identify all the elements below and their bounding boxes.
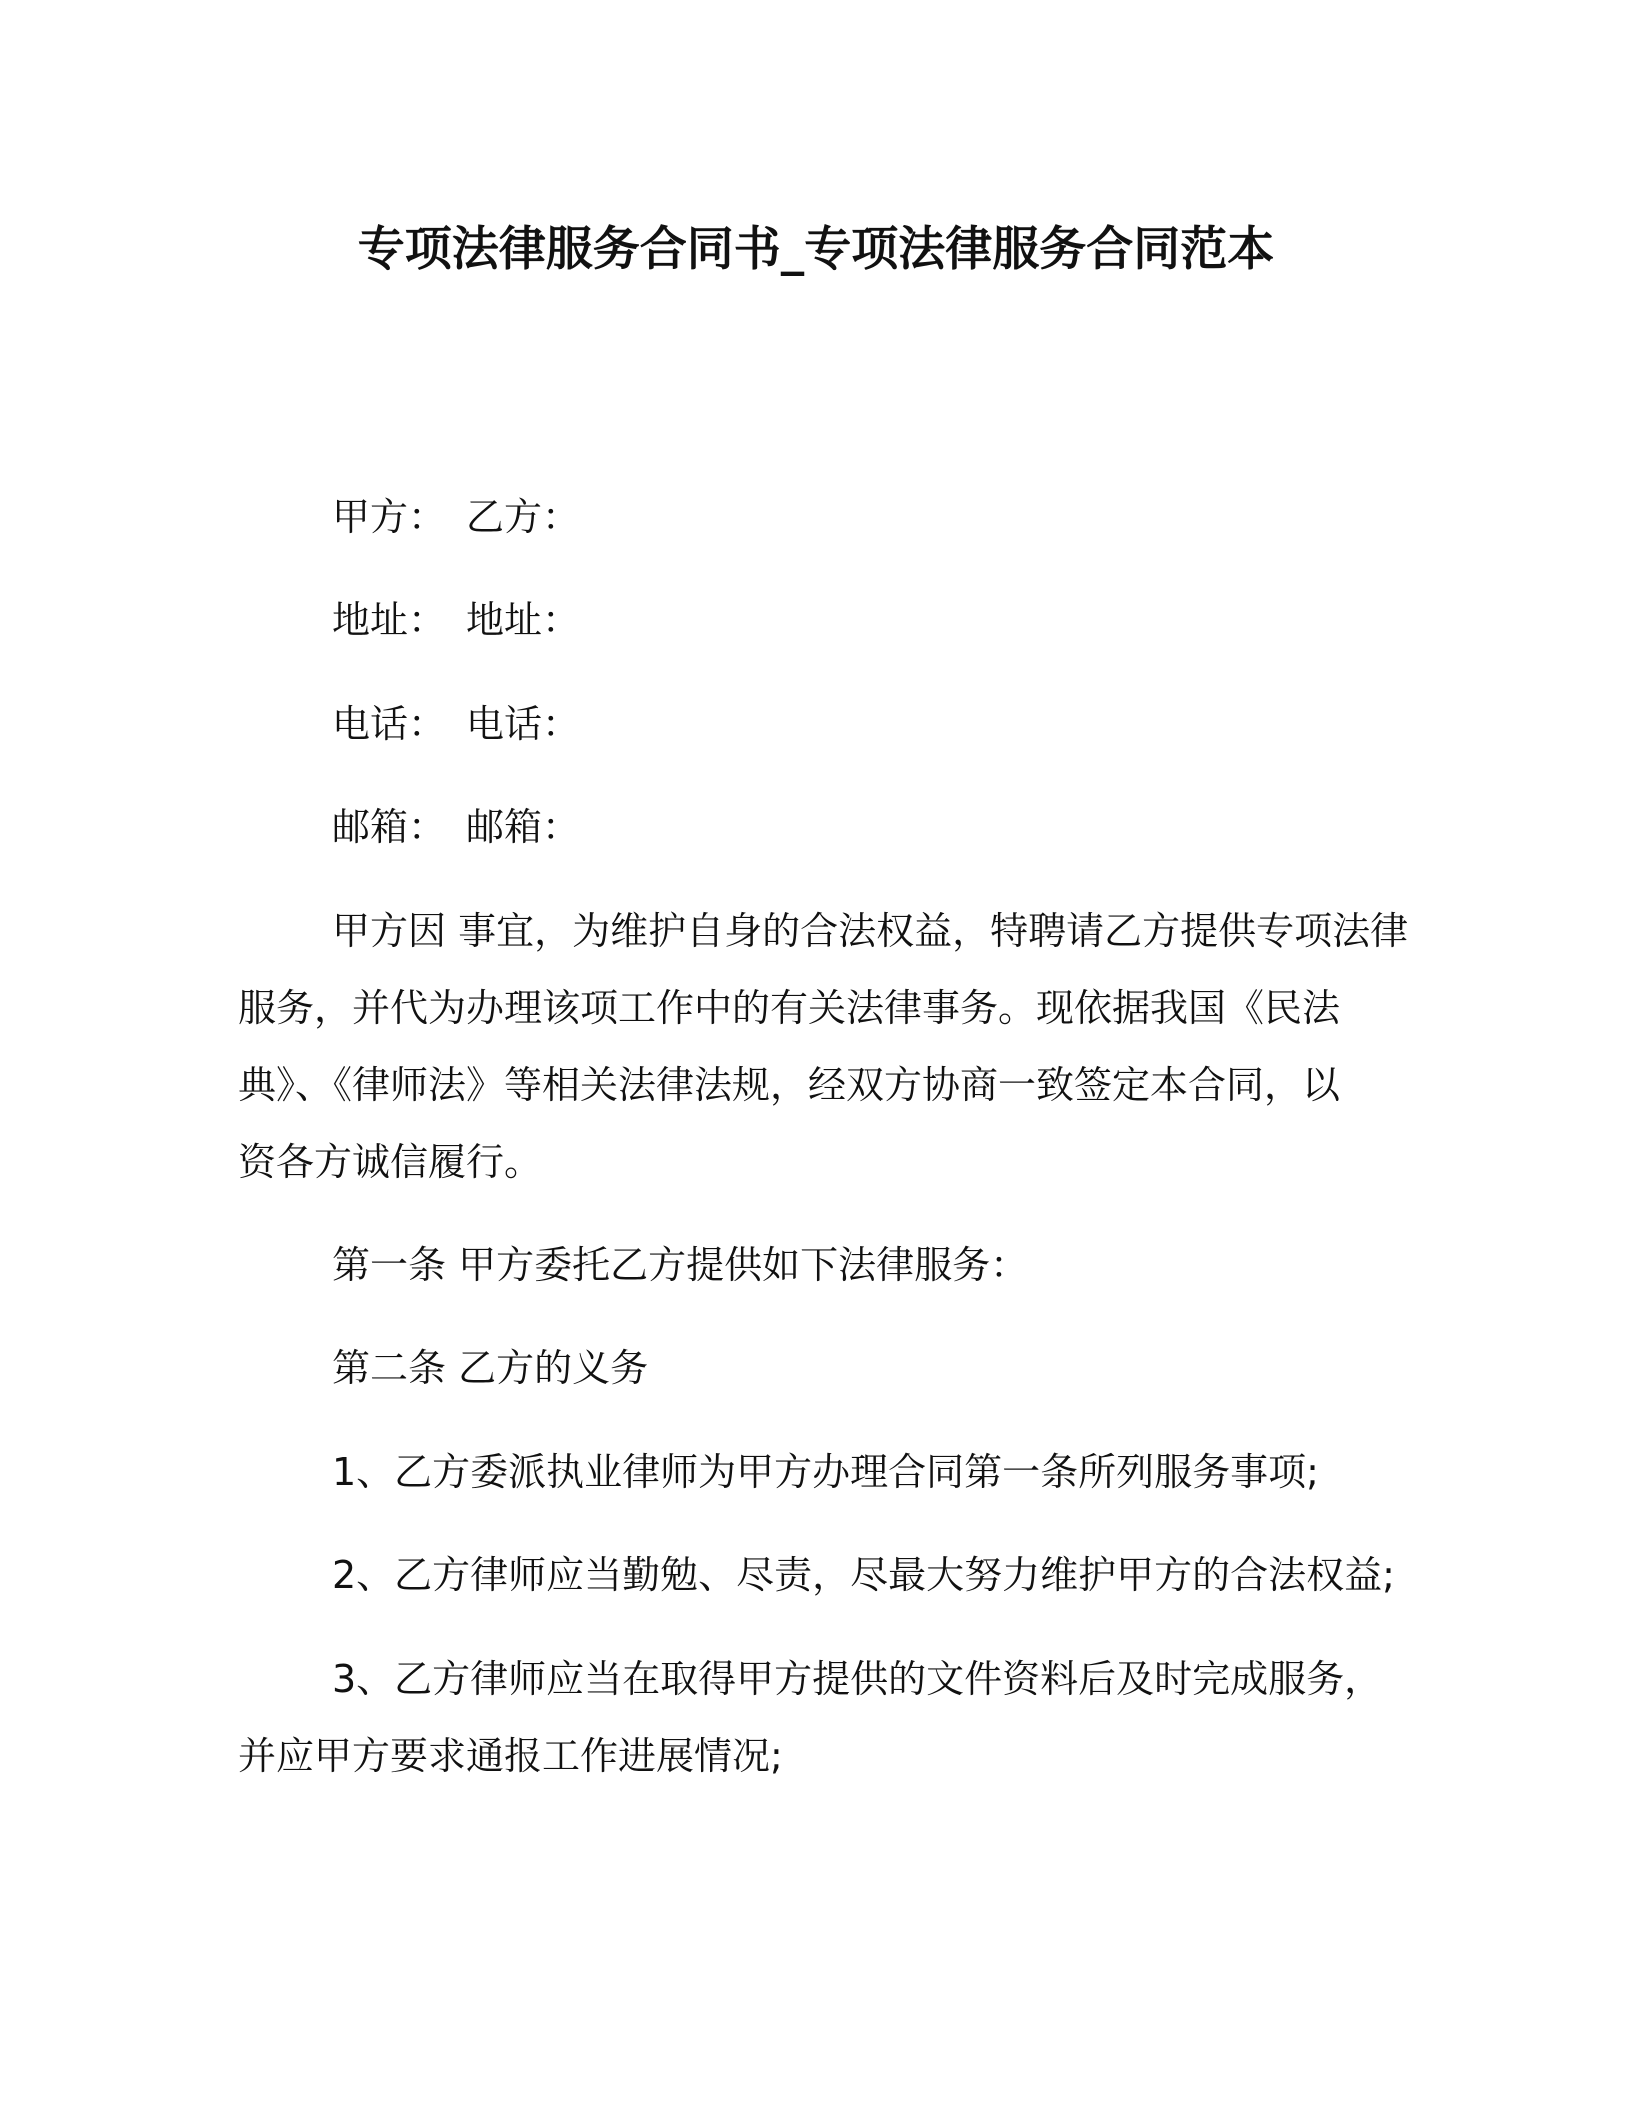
intro-paragraph-line: 服务，并代为办理该项工作中的有关法律事务。现依据我国《民法 bbox=[238, 986, 1341, 1030]
party-a-address-label: 地址： bbox=[332, 598, 447, 642]
party-b-phone-label: 电话： bbox=[466, 702, 581, 746]
party-a-name-label: 甲方： bbox=[332, 495, 447, 539]
party-b-email-label: 邮箱： bbox=[466, 805, 581, 849]
party-line-email bbox=[332, 803, 580, 851]
party-b-address-label: 地址： bbox=[466, 598, 581, 642]
intro-paragraph-line: 甲方因 事宜，为维护自身的合法权益，特聘请乙方提供专项法律 bbox=[332, 909, 1409, 953]
article-2-heading: 第二条 乙方的义务 bbox=[332, 1346, 649, 1390]
intro-paragraph-line: 典》、《律师法》等相关法律法规，经双方协商一致签定本合同，以 bbox=[238, 1063, 1341, 1107]
clause-2: 2、乙方律师应当勤勉、尽责，尽最大努力维护甲方的合法权益; bbox=[332, 1553, 1395, 1597]
party-a-phone-label: 电话： bbox=[332, 702, 447, 746]
clause-1: 1、乙方委派执业律师为甲方办理合同第一条所列服务事项; bbox=[332, 1450, 1319, 1494]
clause-3-line: 3、乙方律师应当在取得甲方提供的文件资料后及时完成服务， bbox=[332, 1657, 1383, 1701]
party-line-name bbox=[332, 493, 580, 541]
clause-3-line: 并应甲方要求通报工作进展情况; bbox=[238, 1734, 783, 1778]
party-a-email-label: 邮箱： bbox=[332, 805, 447, 849]
party-line-address bbox=[332, 596, 580, 644]
document-title: 专项法律服务合同书_专项法律服务合同范本 bbox=[357, 222, 1275, 277]
party-b-name-label: 乙方： bbox=[466, 495, 581, 539]
intro-paragraph-line: 资各方诚信履行。 bbox=[238, 1140, 543, 1184]
article-1-heading: 第一条 甲方委托乙方提供如下法律服务： bbox=[332, 1243, 1029, 1287]
party-line-phone bbox=[332, 700, 580, 748]
